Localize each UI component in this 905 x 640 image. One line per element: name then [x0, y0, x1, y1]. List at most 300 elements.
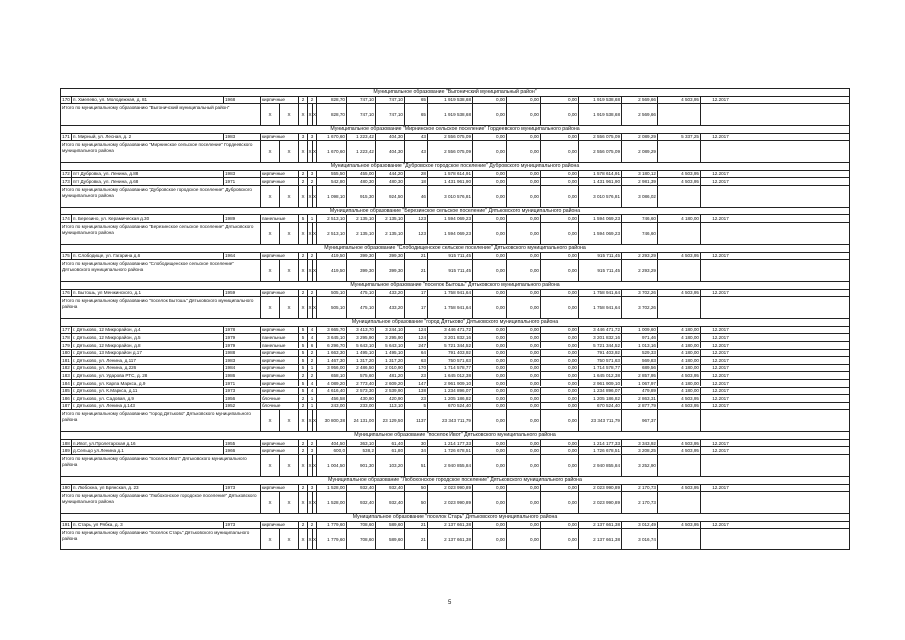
table-cell: 176: [60, 290, 71, 297]
table-cell: 444,20: [375, 171, 404, 178]
table-cell: 147: [404, 380, 427, 387]
table-cell: X: [312, 260, 316, 281]
table-cell: [657, 455, 700, 476]
table-cell: X: [279, 260, 298, 281]
table-cell: 4 180,00: [657, 365, 700, 372]
table-cell: 4 503,95: [657, 290, 700, 297]
table-cell: г. Дятьково, 13 Микрорайон д.17: [71, 350, 223, 357]
table-cell: 65: [404, 104, 427, 125]
table-cell: 0,00: [506, 342, 540, 349]
table-cell: 747,10: [375, 97, 404, 104]
table-cell: 0,00: [472, 403, 506, 410]
table-cell: X: [260, 186, 279, 207]
section-heading: Муниципальное образование "Дубровское городское поселение" Дубровского муниципального района: [60, 162, 850, 170]
table-row: [60, 133, 850, 141]
table-cell: X: [260, 260, 279, 281]
table-cell: 1 919 538,68: [427, 97, 472, 104]
table-cell: 1 317,20: [375, 357, 404, 364]
section-heading: Муниципальное образование "поселок Ивот" Дятьковского муниципального района: [60, 431, 850, 439]
table-cell: 0,00: [472, 522, 506, 529]
table-cell: 5: [298, 388, 307, 395]
table-cell: 915 711,45: [427, 253, 472, 260]
table-cell: 1966: [223, 447, 260, 454]
total-label: Итого по муниципальному образованию "Березинское сельское поселение" Дятьковского муниципального района: [60, 223, 260, 244]
table-row: [60, 170, 850, 178]
table-cell: г. Дятьково, 12 Микрорайон, д.5: [71, 334, 223, 341]
table-cell: д.Сельцо ул.Ленина д.1: [71, 447, 223, 454]
table-cell: X: [312, 141, 316, 162]
table-cell: 542,80: [316, 178, 346, 185]
table-cell: кирпичные: [260, 357, 298, 364]
table-cell: 3 201 832,16: [427, 334, 472, 341]
table-cell: 481,20: [375, 372, 404, 379]
table-cell: 21: [404, 260, 427, 281]
table-cell: п. Мирный, ул. Лесная, д. 2: [71, 134, 223, 141]
table-cell: 3 665,70: [316, 327, 346, 334]
table-cell: X: [312, 186, 316, 207]
table-cell: X: [298, 223, 307, 244]
table-cell: 182: [60, 365, 71, 372]
table-cell: кирпичные: [260, 485, 298, 492]
table-cell: 1 528,00: [316, 492, 346, 513]
total-row: [60, 259, 850, 281]
table-cell: X: [312, 529, 316, 550]
table-cell: X: [307, 492, 312, 513]
table-cell: 170: [60, 97, 71, 104]
table-cell: 0,00: [472, 134, 506, 141]
table-cell: X: [260, 223, 279, 244]
table-cell: X: [260, 104, 279, 125]
table-cell: 2 137 661,38: [578, 522, 621, 529]
table-cell: 2: [307, 522, 316, 529]
table-cell: 2 293,29: [621, 260, 657, 281]
table-cell: 5: [298, 334, 307, 341]
table-cell: 5 643,10: [346, 342, 375, 349]
table-cell: 0,00: [540, 178, 578, 185]
table-cell: кирпичные: [260, 440, 298, 447]
table-cell: 419,50: [316, 260, 346, 281]
total-label: Итого по муниципальному образованию "Любохонское городское поселение" Дятьковского муниципального района: [60, 492, 260, 513]
table-cell: 0,00: [506, 350, 540, 357]
table-cell: 247: [404, 342, 427, 349]
table-cell: кирпичные: [260, 253, 298, 260]
table-cell: 4: [307, 388, 316, 395]
table-cell: 0,00: [472, 350, 506, 357]
table-cell: 2 556 075,09: [427, 141, 472, 162]
table-cell: 5 337,25: [657, 134, 700, 141]
total-row: [60, 185, 850, 207]
table-cell: 0,00: [540, 327, 578, 334]
table-cell: 0,00: [540, 171, 578, 178]
table-cell: 1 495,10: [346, 350, 375, 357]
table-cell: 23 343 711,79: [578, 410, 621, 431]
table-cell: 1: [307, 403, 316, 410]
table-cell: 4 503,95: [657, 440, 700, 447]
table-cell: 2: [307, 253, 316, 260]
table-cell: 1 758 941,64: [578, 297, 621, 318]
table-cell: 1 726 678,51: [427, 447, 472, 454]
table-cell: 0,00: [472, 365, 506, 372]
table-cell: 180: [60, 350, 71, 357]
table-cell: 0,00: [472, 395, 506, 402]
table-cell: 183: [60, 372, 71, 379]
table-cell: [700, 529, 740, 550]
table-cell: 399,30: [346, 253, 375, 260]
table-cell: 1 779,60: [316, 522, 346, 529]
table-cell: 103,20: [375, 455, 404, 476]
table-cell: 2 023 990,89: [578, 485, 621, 492]
table-cell: 0,00: [472, 178, 506, 185]
table-cell: [700, 260, 740, 281]
table-row: [60, 484, 850, 492]
table-cell: 1986: [223, 372, 260, 379]
table-cell: 12.2017: [700, 357, 740, 364]
table-cell: кирпичные: [260, 365, 298, 372]
table-cell: [700, 297, 740, 318]
table-cell: 1 528,00: [316, 485, 346, 492]
table-cell: 1971: [223, 380, 260, 387]
table-cell: [657, 492, 700, 513]
table-cell: 12.2017: [700, 334, 740, 341]
table-cell: 3 208,25: [621, 447, 657, 454]
table-cell: 1 670,60: [316, 141, 346, 162]
table-cell: 12.2017: [700, 171, 740, 178]
table-cell: 0,00: [472, 357, 506, 364]
table-cell: 0,00: [472, 372, 506, 379]
table-cell: 243,00: [316, 403, 346, 410]
section-heading: Муниципальное образование "город Дятьково" Дятьковского муниципального района: [60, 318, 850, 326]
table-cell: 0,00: [540, 365, 578, 372]
table-cell: г. Дятьково, ул. Карла Маркса, д.9: [71, 380, 223, 387]
table-cell: 12.2017: [700, 447, 740, 454]
table-cell: [700, 141, 740, 162]
table-cell: 1955: [223, 440, 260, 447]
table-cell: 3 010 576,81: [578, 186, 621, 207]
table-cell: 1979: [223, 334, 260, 341]
table-cell: 12.2017: [700, 290, 740, 297]
table-cell: 0,00: [472, 485, 506, 492]
table-cell: 12.2017: [700, 365, 740, 372]
table-cell: г. Дятьково, ул. Ударова РТС, д. 28: [71, 372, 223, 379]
table-cell: 2 089,29: [621, 134, 657, 141]
table-cell: 2 556 075,09: [578, 141, 621, 162]
section-heading: Муниципальное образование "Березинское сельское поселение" Дятьковского муниципального района: [60, 207, 850, 215]
table-cell: 456,58: [316, 395, 346, 402]
table-cell: 399,30: [375, 253, 404, 260]
table-cell: X: [298, 492, 307, 513]
table-cell: 3 956,00: [316, 365, 346, 372]
table-cell: 0,00: [506, 388, 540, 395]
table-cell: 0,00: [472, 410, 506, 431]
table-cell: 179: [60, 342, 71, 349]
table-cell: X: [279, 492, 298, 513]
table-cell: 124: [404, 327, 427, 334]
table-cell: [657, 104, 700, 125]
table-cell: 1 594 069,23: [578, 223, 621, 244]
table-cell: 1 067,97: [621, 380, 657, 387]
table-cell: 3 244,10: [375, 327, 404, 334]
table-cell: 0,00: [540, 455, 578, 476]
table-cell: 0,00: [506, 141, 540, 162]
table-cell: 0,00: [506, 522, 540, 529]
table-cell: 2: [298, 485, 307, 492]
total-row: [60, 222, 850, 244]
table-cell: 2: [298, 290, 307, 297]
section-heading: Муниципальное образование "Любохонское городское поселение" Дятьковского муниципального района: [60, 476, 850, 484]
table-cell: 5: [298, 380, 307, 387]
table-cell: 1971: [223, 178, 260, 185]
table-cell: X: [307, 297, 312, 318]
table-cell: 1: [307, 395, 316, 402]
table-cell: 30: [404, 440, 427, 447]
table-cell: 828,70: [316, 97, 346, 104]
table-cell: 0,00: [472, 529, 506, 550]
table-cell: 174: [60, 215, 71, 222]
table-cell: 12.2017: [700, 327, 740, 334]
table-cell: 2 170,73: [621, 485, 657, 492]
table-cell: 399,30: [346, 260, 375, 281]
table-cell: 1973: [223, 485, 260, 492]
table-cell: 3 295,90: [375, 334, 404, 341]
table-cell: 1 004,50: [316, 455, 346, 476]
table-cell: 475,10: [346, 290, 375, 297]
table-cell: 1 670,60: [316, 134, 346, 141]
table-cell: 2: [298, 372, 307, 379]
table-cell: 1 234 896,07: [427, 388, 472, 395]
table-cell: 2: [307, 350, 316, 357]
table-cell: 932,40: [375, 492, 404, 513]
total-label: Итого по муниципальному образованию "Слободищенское сельское поселение" Дятьковского муниципального района: [60, 260, 260, 281]
table-cell: 0,00: [506, 372, 540, 379]
table-cell: [657, 410, 700, 431]
table-cell: 0,00: [540, 485, 578, 492]
table-cell: 747,10: [375, 104, 404, 125]
table-cell: 1956: [223, 395, 260, 402]
table-cell: кирпичные: [260, 380, 298, 387]
table-cell: 2 135,10: [375, 215, 404, 222]
table-cell: 12.2017: [700, 350, 740, 357]
table-cell: 0,00: [540, 223, 578, 244]
table-cell: 2 569,66: [621, 97, 657, 104]
table-cell: 0,00: [472, 260, 506, 281]
table-cell: 1 214 177,33: [578, 440, 621, 447]
table-cell: 0,00: [540, 388, 578, 395]
table-cell: 932,40: [346, 485, 375, 492]
table-cell: 1 645 012,38: [578, 372, 621, 379]
table-cell: 4: [307, 380, 316, 387]
total-row: [60, 454, 850, 476]
table-cell: 1 495,10: [375, 350, 404, 357]
table-cell: 0,00: [540, 97, 578, 104]
table-cell: 1 714 578,77: [427, 365, 472, 372]
table-row: [60, 439, 850, 447]
table-cell: 184: [60, 380, 71, 387]
table-cell: 1973: [223, 388, 260, 395]
table-cell: X: [307, 141, 312, 162]
section-heading: Муниципальное образование "поселок Бытошь" Дятьковского муниципального района: [60, 281, 850, 289]
table-cell: 2 089,29: [621, 141, 657, 162]
table-cell: 1 919 538,68: [578, 104, 621, 125]
table-cell: X: [298, 297, 307, 318]
table-cell: 1 578 614,91: [427, 171, 472, 178]
table-cell: 123: [404, 223, 427, 244]
table-cell: 2 513,10: [316, 223, 346, 244]
table-cell: 2: [298, 440, 307, 447]
table-cell: 1: [307, 215, 316, 222]
table-cell: X: [312, 492, 316, 513]
table-cell: 0,00: [540, 440, 578, 447]
table-cell: г. Дятьково, 12 Микрорайон, д.4: [71, 327, 223, 334]
total-label: Итого по муниципальному образованию "поселок Старь" Дятьковского муниципального района: [60, 529, 260, 550]
table-cell: 3 295,90: [346, 334, 375, 341]
table-cell: 5: [298, 215, 307, 222]
table-cell: 12.2017: [700, 253, 740, 260]
table-cell: 750 571,63: [578, 357, 621, 364]
table-cell: X: [298, 410, 307, 431]
table-cell: 2: [298, 522, 307, 529]
table-cell: 1 919 538,68: [427, 104, 472, 125]
table-cell: 589,60: [375, 522, 404, 529]
table-cell: X: [307, 260, 312, 281]
table-cell: 46: [404, 186, 427, 207]
table-cell: 2: [298, 447, 307, 454]
table-cell: 1 919 538,68: [578, 97, 621, 104]
table-row: [60, 289, 850, 297]
table-cell: 0,00: [506, 447, 540, 454]
table-cell: 12.2017: [700, 178, 740, 185]
table-cell: 0,00: [540, 186, 578, 207]
table-cell: 1978: [223, 327, 260, 334]
table-cell: 2 863,31: [621, 395, 657, 402]
table-cell: 1 645 012,38: [427, 372, 472, 379]
table-cell: 0,00: [506, 327, 540, 334]
table-row: [60, 341, 850, 349]
table-cell: 1968: [223, 97, 260, 104]
table-cell: 18: [404, 178, 427, 185]
table-cell: 138: [404, 388, 427, 395]
table-cell: 2: [298, 97, 307, 104]
table-cell: 363,10: [346, 440, 375, 447]
table-cell: 4 180,00: [657, 380, 700, 387]
table-cell: 0,00: [540, 350, 578, 357]
table-cell: 0,00: [506, 215, 540, 222]
table-cell: 505,10: [316, 290, 346, 297]
table-cell: 575,60: [346, 372, 375, 379]
table-cell: 23: [404, 372, 427, 379]
table-cell: X: [312, 223, 316, 244]
table-cell: X: [298, 529, 307, 550]
table-row: [60, 446, 850, 454]
table-cell: 1983: [223, 357, 260, 364]
table-cell: X: [279, 410, 298, 431]
table-cell: X: [279, 104, 298, 125]
table-cell: 589,60: [375, 529, 404, 550]
table-cell: 64: [404, 350, 427, 357]
table-cell: 971,46: [621, 334, 657, 341]
table-cell: кирпичные: [260, 134, 298, 141]
table-cell: 2: [298, 178, 307, 185]
table-cell: 1984: [223, 365, 260, 372]
total-label: Итого по муниципальному образованию "Мирнинское сельское поселение" Гордеевского муниципального района: [60, 141, 260, 162]
table-cell: 4 180,00: [657, 350, 700, 357]
table-cell: 28: [404, 171, 427, 178]
table-cell: кирпичные: [260, 350, 298, 357]
table-cell: [700, 492, 740, 513]
table-cell: 1 431 961,90: [578, 178, 621, 185]
table-cell: 123: [404, 215, 427, 222]
table-cell: 0,00: [540, 260, 578, 281]
table-cell: X: [298, 455, 307, 476]
table-cell: 50: [404, 485, 427, 492]
table-cell: 1973: [223, 522, 260, 529]
table-cell: 1959: [223, 290, 260, 297]
table-cell: 34: [404, 447, 427, 454]
table-cell: 175: [60, 253, 71, 260]
table-cell: 5: [404, 403, 427, 410]
table-cell: 433,20: [375, 297, 404, 318]
table-cell: блочные: [260, 403, 298, 410]
table-cell: X: [279, 455, 298, 476]
table-cell: 4 503,95: [657, 178, 700, 185]
table-cell: 1 317,20: [346, 357, 375, 364]
table-cell: 0,00: [540, 134, 578, 141]
table-cell: 529,33: [621, 350, 657, 357]
table-row: [60, 326, 850, 334]
table-cell: 0,00: [506, 380, 540, 387]
page-number: 5: [448, 600, 452, 606]
table-cell: 3 702,26: [621, 297, 657, 318]
table-cell: г. Дятьково, ул. Ленина, д.117: [71, 357, 223, 364]
table-cell: 1 009,60: [621, 327, 657, 334]
table-cell: 746,60: [621, 223, 657, 244]
table-cell: 2 573,30: [346, 388, 375, 395]
table-cell: 4 180,00: [657, 357, 700, 364]
table-cell: X: [307, 455, 312, 476]
table-cell: 2 293,29: [621, 253, 657, 260]
table-cell: п. Старь, ул Рябка, д. 3: [71, 522, 223, 529]
table-cell: 3 343,92: [621, 440, 657, 447]
table-cell: 185: [60, 388, 71, 395]
table-cell: 173: [60, 178, 71, 185]
table-cell: блочные: [260, 395, 298, 402]
table-cell: 1 431 961,90: [427, 178, 472, 185]
table-cell: пгт Дубровка, ул. Ленина, д.68: [71, 178, 223, 185]
table-cell: 0,00: [540, 342, 578, 349]
table-cell: [700, 410, 740, 431]
table-cell: 2 940 855,84: [578, 455, 621, 476]
table-cell: 0,00: [540, 104, 578, 125]
table-cell: 0,00: [506, 357, 540, 364]
table-cell: 455,00: [346, 171, 375, 178]
table-cell: 746,60: [621, 215, 657, 222]
table-cell: X: [260, 455, 279, 476]
table-cell: 2 556 075,09: [427, 134, 472, 141]
table-cell: 0,00: [506, 403, 540, 410]
table-cell: 0,00: [472, 253, 506, 260]
table-cell: 404,30: [375, 141, 404, 162]
table-cell: 0,00: [506, 440, 540, 447]
table-row: [60, 96, 850, 104]
table-cell: 4 616,40: [316, 388, 346, 395]
table-cell: X: [279, 297, 298, 318]
table-cell: 2 513,10: [316, 215, 346, 222]
table-cell: 1 214 177,33: [427, 440, 472, 447]
table-cell: 0,00: [472, 447, 506, 454]
total-label: Итого по муниципальному образованию "Дубровское городское поселение" Дубровского муниципального района: [60, 186, 260, 207]
table-cell: X: [312, 297, 316, 318]
table-cell: 0,00: [540, 447, 578, 454]
table-cell: 924,50: [375, 186, 404, 207]
